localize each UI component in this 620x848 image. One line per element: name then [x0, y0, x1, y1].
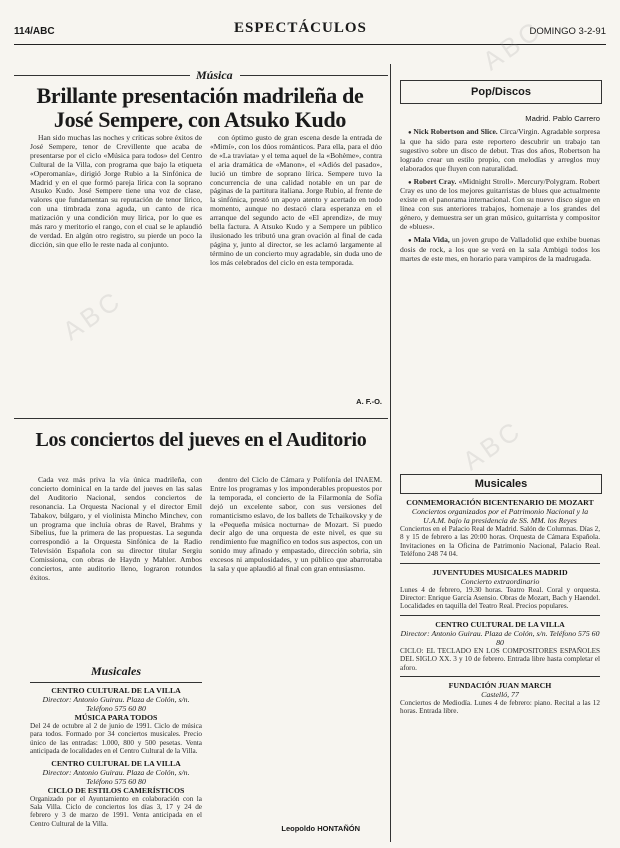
article1-kicker: Música — [196, 68, 233, 82]
article1-signature: A. F.-O. — [356, 397, 382, 406]
venue-info: Castelló, 77 — [481, 690, 519, 700]
event-text: CICLO: EL TECLADO EN LOS COMPOSITORES ESPAÑOLES DEL SIGLO XX. 3 y 10 de febrero. Entrada libre hasta completar el aforo. — [400, 646, 600, 672]
popdiscos-author: Madrid. Pablo Carrero — [525, 114, 600, 123]
entry-rule — [400, 676, 600, 677]
musicales-right-entry — [400, 681, 600, 716]
item-lead: ● Mala Vida, — [408, 235, 450, 244]
article-divider — [14, 418, 388, 419]
event-text: Del 24 de octubre al 2 de junio de 1991. Ciclo de música para todos. Formado por 34 conciertos musicales. Precio único de las entradas: 1.000, 800 y 500 pesetas. Venta anticipada de localidades en el Centro Cultural de la Villa. — [30, 722, 202, 756]
event-name: MÚSICA PARA TODOS — [74, 713, 158, 722]
item-text: «Midnight Stroll». Mercury/Polygram. Robert Cray es uno de los mejores guitarristas de blues que actualmente existe en el panorama internacional. Con su nuevo disco sigue en línea con sus anteriores trabajos, homenaje a los grandes del género, y demuestra ser un gran músico, guitarrista y compositor de «blues». — [400, 176, 600, 232]
entry-rule — [400, 615, 600, 616]
venue-name: FUNDACIÓN JUAN MARCH — [448, 681, 552, 691]
watermark-stamp: ABC — [457, 414, 528, 477]
popdiscos-item — [400, 128, 600, 174]
musicales-left-rule — [30, 682, 202, 683]
article2-column-1 — [30, 476, 202, 656]
article1-col2-text: con óptimo gusto de gran escena desde la entrada de «Mimí», con los dúos románticos. Para ella, para el dúo de «La traviata» y el tema aquel de la «Bohème», contra el aria dramática de «Manon», el «Adiós del pasado», lució un timbre de soprano lírica. Sempere tuvo la concurrencia de una calidad notable en un par de páginas de la partitura italiana. Jorge Rubio, al frente de la sinfónica, prestó un apoyo atento y acertado en todo momento, aunque no destacó clara esperanza en el arranque del segundo acto de «El aprendiz», de muy bella factura. A Atsuko Kudo y a Sempere un público ilusionado les tributó una gran ovación al final de cada página y, junto al director, se les aclamó largamente al término de un concierto muy agradable, sin duda uno de los más celebrados del ciclo en esta temporada. — [210, 134, 382, 267]
article2-signature: Leopoldo HONTAÑÓN — [281, 824, 360, 833]
article1-headline: Brillante presentación madrileña de José Sempere, con Atsuko Kudo — [36, 83, 364, 132]
popdiscos-title: Pop/Discos — [471, 86, 531, 98]
column-divider — [390, 64, 391, 842]
event-name: CICLO DE ESTILOS CAMERÍSTICOS — [47, 785, 185, 795]
watermark-stamp: ABC — [477, 14, 548, 77]
musicales-left-entry — [30, 759, 202, 829]
venue-name: CENTRO CULTURAL DE LA VILLA — [51, 758, 181, 768]
article2-col2-text: dentro del Ciclo de Cámara y Polifonía del INAEM. Entre los programas y los imponderables propuestos por la temporada, el concierto de la Filarmonía de Sofía dejó un excelente sabor, con sus versiones del romanticismo eslavo, de los ballets de Tchaikovsky y de la «Pequeña música nocturna» de Mozart. Si puedo decir algo de una orquesta de este nivel, es que su rendimiento fue magnífico en todos sus aspectos, con un sonido muy afinado y empastado, dirección sobria, sin excesos ni ampulosidades, y un público que abarrotaba la sala y que aplaudió al final con gran entusiasmo. — [210, 476, 382, 574]
article2-col1-text: Cada vez más priva la vía única madrileña, con concierto dominical en la tarde del jueves en las salas del Auditorio Nacional, sendos conciertos de resonancia. La Orquesta Nacional y el director Emil Tabakov, búlgaro, y el violinista Mincho Minchev, con un programa que incluía obras de Ravel, Brahms y Sibelius, fue la primera de las propuestas. La segunda correspondió a la Orquesta Sinfónica de la Radio Televisión Española con su director titular Sergiu Comissiona, con obras de Haydn y Mahler. Ambos conciertos, ante auditorio lleno, lograron rotundos éxitos. — [30, 476, 202, 582]
item-text: Circa/Virgin. Agradable sorpresa la que ha sido para este reportero descubrir un trabajo tan sugestivo sobre un disco de debut. Tras dos años, Robertson ha logrado crear un estilo propio, con melodías y arreglos muy elaborados que fluyen con naturalidad. — [400, 128, 600, 173]
popdiscos-box — [400, 80, 602, 104]
venue-info: Director: Antonio Guirau. Plaza de Colón, s/n. Teléfono 575 60 80 — [42, 767, 190, 786]
item-lead: ● Robert Cray. — [408, 177, 456, 186]
musicales-right-title: Musicales — [474, 478, 528, 490]
popdiscos-item — [400, 178, 600, 232]
musicales-left-entry — [30, 686, 202, 756]
venue-info: Concierto extraordinario — [460, 576, 540, 586]
venue-info: Director: Antonio Guirau. Plaza de Colón, s/n. Teléfono 575 60 80 — [42, 695, 190, 713]
issue-date: DOMINGO 3-2-91 — [529, 26, 606, 37]
item-lead: ● Nick Robertson and Slice. — [408, 128, 498, 136]
musicales-right-entry — [400, 498, 600, 559]
venue-name: CENTRO CULTURAL DE LA VILLA — [51, 686, 181, 695]
kicker-rule-right — [240, 75, 388, 76]
event-text: Conciertos en el Palacio Real de Madrid. Salón de Columnas. Días 2, 8 y 15 de febrero a las 20:00 horas. Orquesta de Cámara Española. Invitaciones en la Oficina de Patrimonio Nacional, Palacio Real. Teléfono 248 74 04. — [400, 525, 600, 559]
event-text: Organizado por el Ayuntamiento en colaboración con la Sala Villa. Ciclo de conciertos los días 3, 17 y 24 de febrero y 3 de marzo de 1991. Venta anticipada en el Centro Cultural de la Villa. — [30, 794, 202, 828]
article1-column-1 — [30, 134, 202, 414]
entry-rule — [400, 563, 600, 564]
venue-name: JUVENTUDES MUSICALES MADRID — [432, 567, 568, 577]
venue-info: Conciertos organizados por el Patrimonio Nacional y la U.A.M. bajo la presidencia de SS. MM. los Reyes — [411, 507, 589, 525]
venue-name: CONMEMORACIÓN BICENTENARIO DE MOZART — [406, 498, 594, 507]
article2-column-2 — [210, 476, 382, 806]
article1-col1-text: Han sido muchas las noches y críticas sobre éxitos de José Sempere, tenor de Crevillente que acaba de presentarse por el ciclo «Música para todos» del Centro Cultural de la Villa, con programa que bajo la etiqueta «Operomanía», dirigió Jorge Rubio a la Sinfónica de Madrid y en el que formó pareja lírica con la soprano Atsuko Kudo. José Sempere tiene una voz de clase, valores que fundamentan su reputación de tenor lírico, con una timbrada zona aguda, un canto de rica matización y una condición muy lírica, por lo que es más raro y meritorio el rango, con el cual se le aplaudió de verdad. En algún otro registro, su pierde un poco la dicción, sin que ello le reste nada al conjunto. — [30, 134, 202, 249]
musicales-right-header — [400, 474, 602, 494]
musicales-left-title: Musicales — [90, 664, 141, 678]
musicales-right-entry — [400, 620, 600, 672]
watermark-stamp: ABC — [57, 284, 128, 347]
event-text: Lunes 4 de febrero, 19.30 horas. Teatro Real. Coral y orquesta. Director: Enrique García Asensio. Obras de Mozart, Bach y Haendel. Localidades en taquilla del Teatro Real. Precios populares. — [400, 585, 600, 611]
article1-column-2 — [210, 134, 382, 392]
venue-info: Director: Antonio Guirau. Plaza de Colón, s/n. Teléfono 575 60 80 — [400, 628, 600, 647]
venue-name: CENTRO CULTURAL DE LA VILLA — [435, 619, 565, 629]
musicales-right-entry — [400, 568, 600, 611]
event-text: Conciertos de Mediodía. Lunes 4 de febrero: piano. Recital a las 12 horas. Entrada libre. — [400, 699, 600, 716]
kicker-rule-left — [14, 75, 190, 76]
page-number: 114/ABC — [14, 26, 55, 37]
popdiscos-item — [400, 236, 600, 264]
item-text: un joven grupo de Valladolid que exhibe buenas dosis de rock, a los que se verá en la sala Ambigú todos los martes de este mes, en horario para vampiros de la madrugada. — [400, 234, 600, 263]
musicales-left-box — [30, 664, 202, 840]
popdiscos-items — [400, 128, 600, 468]
musicales-right-list — [400, 498, 600, 838]
section-title: ESPECTÁCULOS — [234, 20, 367, 36]
article2-headline: Los conciertos del jueves en el Auditorio — [35, 429, 367, 451]
